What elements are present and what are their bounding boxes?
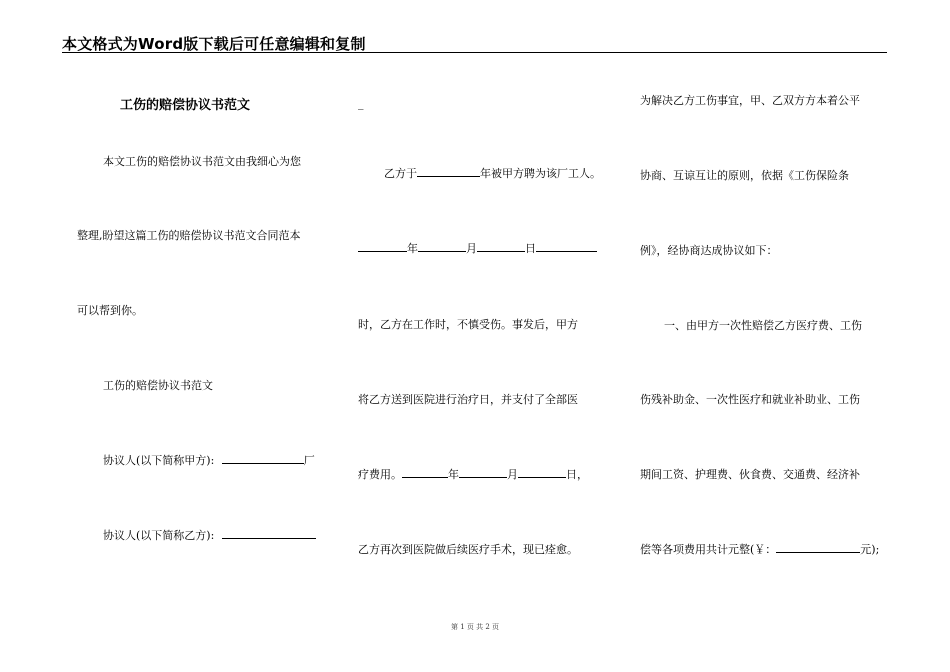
column3-line-7 <box>640 543 879 556</box>
party-a-suffix: 厂 <box>303 454 315 467</box>
column2-line-6: 乙方再次到医院做后续医疗手术，现已痊愈。 <box>358 543 578 556</box>
section-subtitle: 工伤的赔偿协议书范文 <box>103 379 213 392</box>
total-amount-prefix: 偿等各项费用共计元整(￥： <box>640 543 777 556</box>
column3-line-6: 期间工资、护理费、伙食费、交通费、经济补 <box>640 468 860 481</box>
party-a-blank <box>222 454 304 464</box>
page-number: 第 1 页 共 2 页 <box>450 623 500 631</box>
surgery-year-blank <box>402 468 448 478</box>
injury-hour-blank <box>536 242 597 252</box>
column3-line-1: 为解决乙方工伤事宜，甲、乙双方方本着公平 <box>640 94 860 107</box>
column3-line-5: 伤残补助金、一次性医疗和就业补助业、工伤 <box>640 393 860 406</box>
column2-line-4: 将乙方送到医院进行治疗日，并支付了全部医 <box>358 393 578 406</box>
intro-line-1: 本文工伤的赔偿协议书范文由我细心为您 <box>103 155 301 168</box>
intro-line-3: 可以帮到你。 <box>77 304 143 317</box>
hire-year-blank <box>417 167 480 177</box>
column2-line-2 <box>358 242 597 255</box>
fees-prefix: 疗费用。 <box>358 468 402 481</box>
injury-day-label: 日 <box>525 242 536 255</box>
banner-divider <box>62 52 887 53</box>
column2-line-5 <box>358 468 588 481</box>
party-b-blank <box>222 529 316 539</box>
surgery-month-blank <box>459 468 507 478</box>
column2-top-dash: _ <box>358 97 364 110</box>
injury-month-blank <box>418 242 466 252</box>
column3-line-4: 一、由甲方一次性赔偿乙方医疗费、工伤 <box>664 319 862 332</box>
hire-year-suffix: 年被甲方聘为该厂工人。 <box>480 167 601 180</box>
download-banner: 本文格式为Word版下载后可任意编辑和复制 <box>62 35 366 53</box>
injury-day-blank <box>477 242 525 252</box>
surgery-year-label: 年 <box>448 468 459 481</box>
total-amount-suffix: 元); <box>860 543 880 556</box>
party-a-label: 协议人(以下简称甲方): <box>103 454 215 467</box>
column3-line-2: 协商、互谅互让的原则，依据《工伤保险条 <box>640 169 849 182</box>
column3-line-3: 例》，经协商达成协议如下： <box>640 244 778 257</box>
total-amount-blank <box>776 543 860 553</box>
party-a-line <box>103 454 315 467</box>
column2-line-3: 时，乙方在工作时，不慎受伤。事发后，甲方 <box>358 318 578 331</box>
surgery-month-label: 月 <box>507 468 518 481</box>
surgery-day-label: 日， <box>566 468 588 481</box>
injury-year-label: 年 <box>407 242 418 255</box>
surgery-day-blank <box>518 468 566 478</box>
injury-month-label: 月 <box>466 242 477 255</box>
party-b-line <box>103 529 316 542</box>
injury-year-blank <box>358 242 407 252</box>
column2-line-1 <box>384 167 601 180</box>
intro-line-2: 整理,盼望这篇工伤的赔偿协议书范文合同范本 <box>77 229 301 242</box>
hire-year-prefix: 乙方于 <box>384 167 417 180</box>
party-b-label: 协议人(以下简称乙方): <box>103 529 215 542</box>
document-title: 工伤的赔偿协议书范文 <box>120 98 251 113</box>
